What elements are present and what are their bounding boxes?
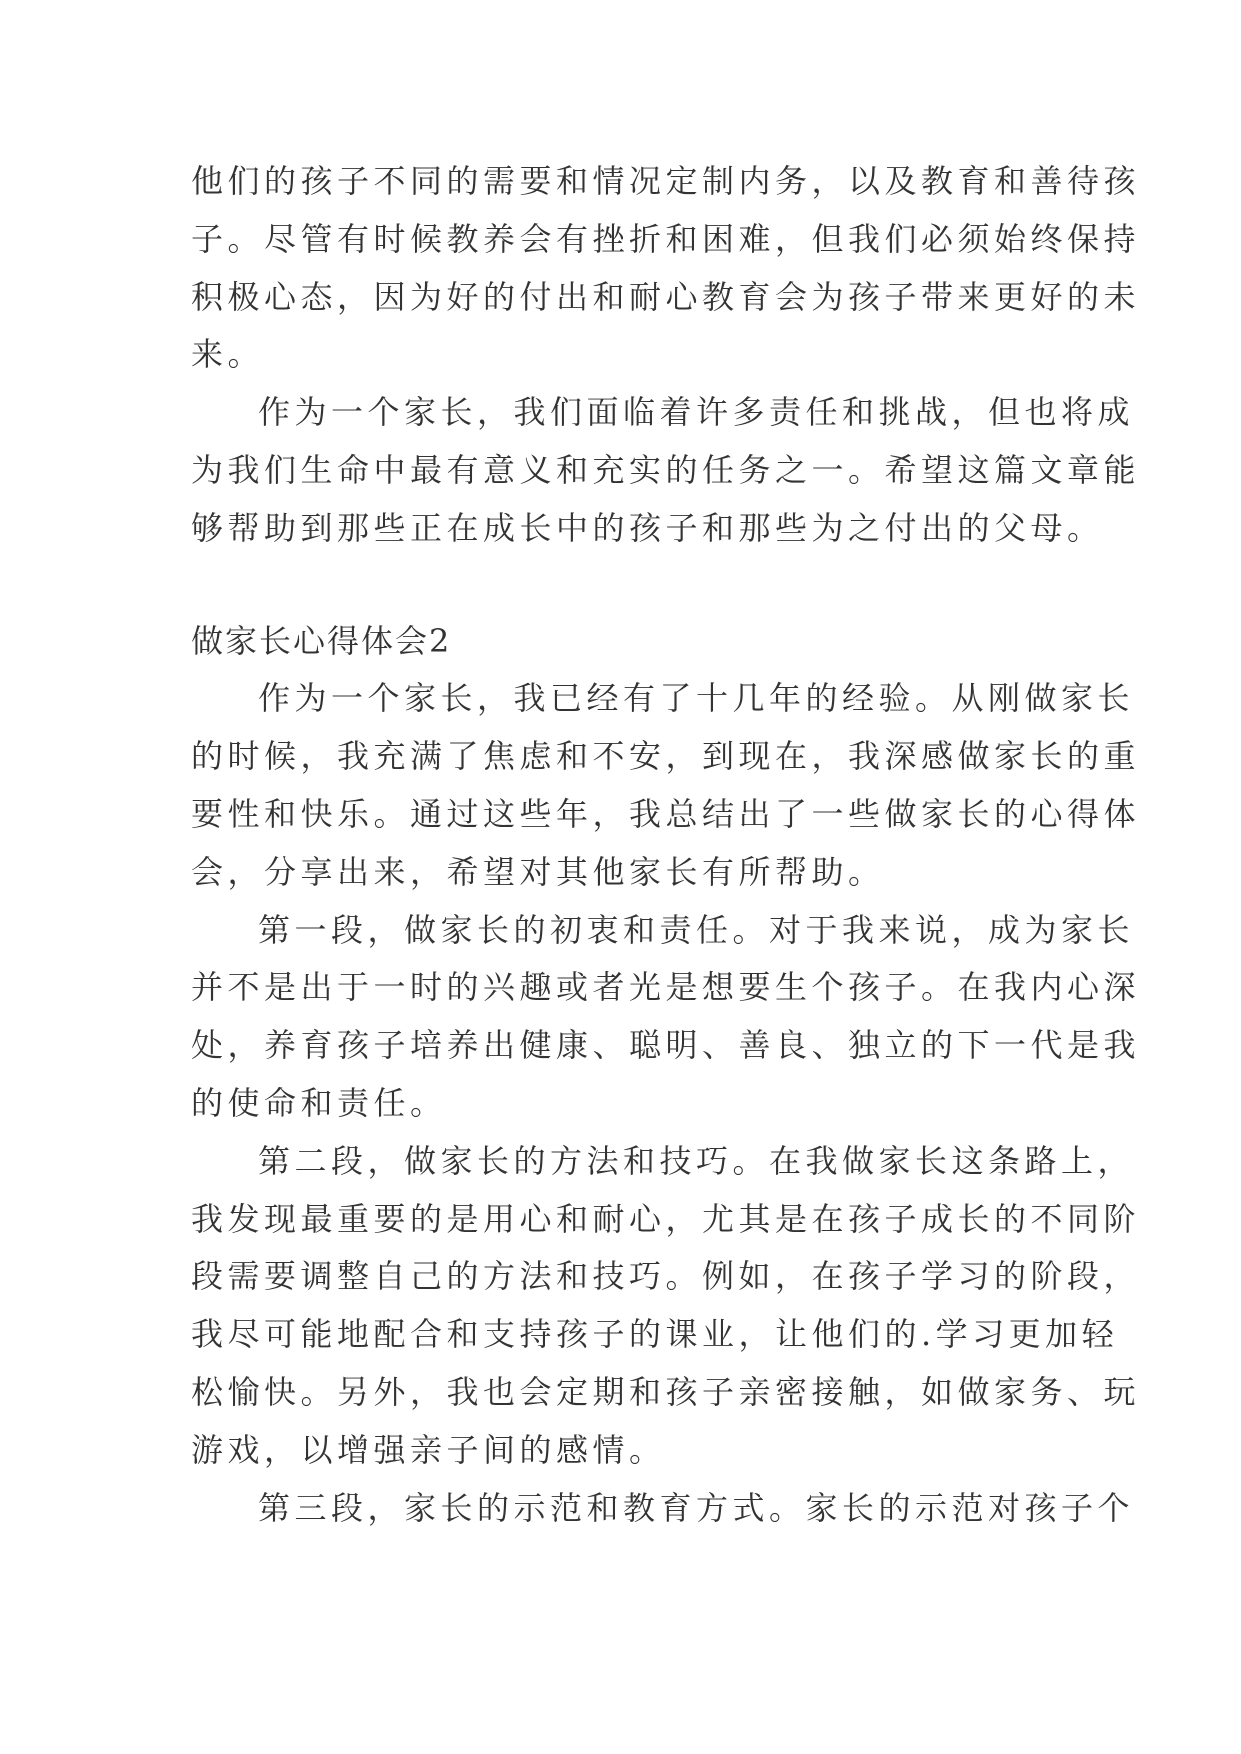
text-line: 松愉快。另外，我也会定期和孩子亲密接触，如做家务、玩 [191, 1372, 1141, 1411]
text-line: 要性和快乐。通过这些年，我总结出了一些做家长的心得体 [191, 794, 1141, 833]
section-gap [191, 558, 1057, 613]
text-line: 第三段，家长的示范和教育方式。家长的示范对孩子个 [258, 1488, 1135, 1527]
text-line: 会，分享出来，希望对其他家长有所帮助。 [191, 852, 885, 891]
text-line: 游戏，以增强亲子间的感情。 [191, 1430, 666, 1469]
text-line: 的使命和责任。 [191, 1083, 447, 1122]
text-line: 我发现最重要的是用心和耐心，尤其是在孩子成长的不同阶 [191, 1199, 1141, 1238]
text-line: 作为一个家长，我们面临着许多责任和挑战，但也将成 [258, 393, 1135, 432]
text-line: 为我们生命中最有意义和充实的任务之一。希望这篇文章能 [191, 450, 1141, 489]
section-heading: 做家长心得体会2 [191, 621, 452, 660]
text-line: 他们的孩子不同的需要和情况定制内务，以及教育和善待孩 [191, 162, 1141, 200]
paragraph-5 [191, 1133, 1141, 1480]
text-line: 段需要调整自己的方法和技巧。例如，在孩子学习的阶段， [191, 1257, 1141, 1296]
text-line: 子。尽管有时候教养会有挫折和困难，但我们必须始终保持 [191, 219, 1141, 258]
paragraph-6 [191, 1480, 1135, 1538]
document-body [191, 153, 1141, 1537]
text-line: 我尽可能地配合和支持孩子的课业，让他们的.学习更加轻 [191, 1315, 1119, 1354]
text-line: 并不是出于一时的兴趣或者光是想要生个孩子。在我内心深 [191, 968, 1141, 1007]
text-line: 积极心态，因为好的付出和耐心教育会为孩子带来更好的未 [191, 277, 1141, 316]
text-line: 第一段，做家长的初衷和责任。对于我来说，成为家长 [258, 910, 1135, 949]
paragraph-2 [191, 384, 1141, 557]
paragraph-3 [191, 670, 1141, 901]
paragraph-4 [191, 902, 1141, 1133]
text-line: 第二段，做家长的方法和技巧。在我做家长这条路上， [258, 1141, 1135, 1180]
text-line: 来。 [191, 335, 265, 374]
text-line: 处，养育孩子培养出健康、聪明、善良、独立的下一代是我 [191, 1026, 1141, 1065]
paragraph-1 [191, 153, 1141, 384]
text-line: 的时候，我充满了焦虑和不安，到现在，我深感做家长的重 [191, 737, 1141, 776]
text-line: 作为一个家长，我已经有了十几年的经验。从刚做家长 [258, 679, 1135, 718]
text-line: 够帮助到那些正在成长中的孩子和那些为之付出的父母。 [191, 508, 1104, 547]
